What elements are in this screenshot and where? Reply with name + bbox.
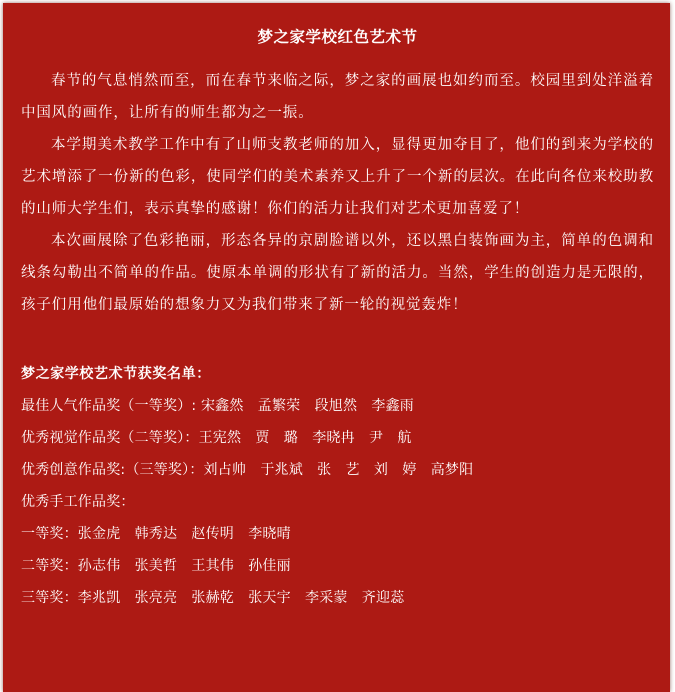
- award-handcraft-second: 二等奖：孙志伟 张美哲 王其伟 孙佳丽: [21, 558, 291, 574]
- award-creative: 优秀创意作品奖:（三等奖）：刘占帅 于兆斌 张 艺 刘 婷 高梦阳: [21, 462, 474, 478]
- paragraph-intro: 春节的气息悄然而至，而在春节来临之际，梦之家的画展也如约而至。校园里到处洋溢着中国风的画作，让所有的师生都为之一振。: [21, 73, 654, 121]
- article-title: 梦之家学校红色艺术节: [257, 28, 418, 46]
- award-handcraft-first: 一等奖：张金虎 韩秀达 赵传明 李晓晴: [21, 526, 291, 542]
- paragraph-exhibition: 本次画展除了色彩艳丽，形态各异的京剧脸谱以外，还以黑白装饰画为主，简单的色调和线条勾勒出不简单的作品。使原本单调的形状有了新的活力。当然，学生的创造力是无限的，孩子们用他们最原始的想象力又为我们带来了新一轮的视觉轰炸！: [21, 233, 654, 313]
- award-handcraft-third: 三等奖：李兆凯 张亮亮 张赫乾 张天宇 李采蒙 齐迎蕊: [21, 590, 405, 606]
- article-panel: [3, 3, 670, 692]
- award-handcraft-heading: 优秀手工作品奖：: [21, 494, 135, 510]
- awards-heading: 梦之家学校艺术节获奖名单：: [21, 366, 211, 382]
- awards-list: [21, 358, 654, 614]
- award-visual: 优秀视觉作品奖（二等奖）：王宪然 贾 璐 李晓冉 尹 航: [21, 430, 412, 446]
- paragraph-teachers: 本学期美术教学工作中有了山师支教老师的加入，显得更加夺目了，他们的到来为学校的艺术增添了一份新的色彩，使同学们的美术素养又上升了一个新的层次。在此向各位来校助教的山师大学生们，表示真挚的感谢！你们的活力让我们对艺术更加喜爱了！: [21, 137, 654, 217]
- award-popular: 最佳人气作品奖（一等奖）: 宋鑫然 孟繁荣 段旭然 李鑫雨: [21, 398, 414, 414]
